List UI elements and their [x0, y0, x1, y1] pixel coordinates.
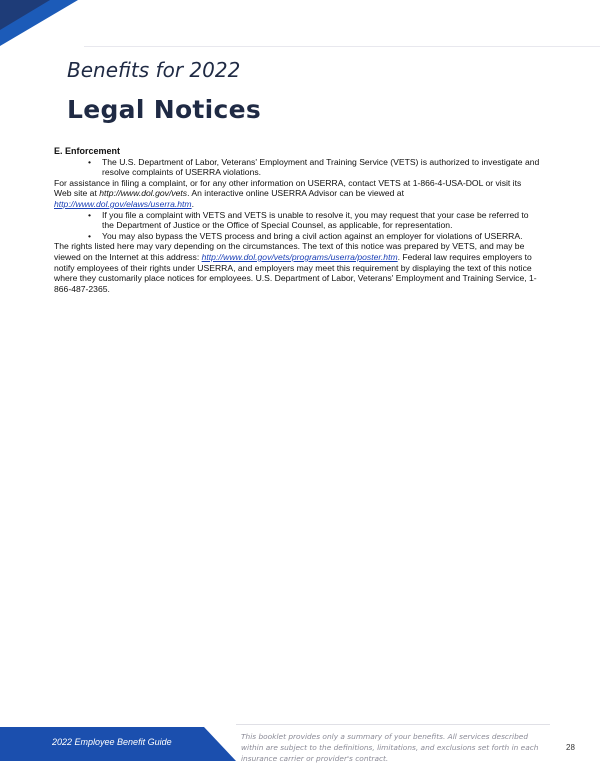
- bullet-text: The U.S. Department of Labor, Veterans' Employment and Training Service (VETS) is authorized to investigate and resolve complaints of USERRA violations.: [102, 156, 540, 178]
- paragraph-text: The rights listed here may vary depending on the circumstances. The text of this notice was prepared by VETS, and may be viewed on the Internet at this address:: [54, 241, 525, 262]
- footer-guide-label: 2022 Employee Benefit Guide: [52, 737, 172, 747]
- page-title: Legal Notices: [67, 95, 262, 124]
- paragraph-text: .: [191, 198, 194, 209]
- bullet-item: [54, 210, 540, 231]
- bullet-text: You may also bypass the VETS process and bring a civil action against an employer for violations of USERRA.: [102, 230, 523, 241]
- section-heading: E. Enforcement: [54, 146, 121, 156]
- bullet-item: [54, 231, 540, 242]
- bullet-icon: •: [88, 156, 92, 167]
- notice-body: [54, 146, 540, 294]
- corner-accent-dark: [0, 0, 50, 30]
- page-subtitle: Benefits for 2022: [67, 58, 241, 82]
- paragraph-rights: [54, 241, 540, 294]
- page-number: 28: [566, 743, 575, 752]
- bullet-icon: •: [88, 230, 92, 241]
- paragraph-text: For assistance in filing a complaint, or for any other information on USERRA, contact VETS at 1-866-4-USA-DOL or visit its Web site at: [54, 177, 522, 199]
- footer-divider: [236, 724, 550, 725]
- footer-disclaimer: This booklet provides only a summary of your benefits. All services described within are subject to the definitions, limitations, and exclusions set forth in each insurance carrier or provider's contract.: [241, 732, 539, 763]
- paragraph-text: . Federal law requires employers to notify employees of their rights under USERRA, and employers may meet this requirement by displaying the text of this notice where they customarily place notices for employees. U.S. Department of Labor, Veterans' Employment and Training Service, 1-866-487-2365.: [54, 251, 537, 294]
- bullet-item: [54, 157, 540, 178]
- userra-advisor-link[interactable]: http://www.dol.gov/elaws/userra.htm: [54, 198, 192, 209]
- bullet-icon: •: [88, 209, 92, 220]
- footer-band-fold: [204, 727, 236, 761]
- paragraph-text: . An interactive online USERRA Advisor can be viewed at: [187, 188, 404, 199]
- paragraph-assistance: [54, 178, 540, 210]
- vets-website-text: http://www.dol.gov/vets: [99, 188, 188, 199]
- userra-poster-link[interactable]: http://www.dol.gov/vets/programs/userra/poster.htm: [201, 251, 398, 262]
- header-divider: [84, 46, 600, 47]
- bullet-text: If you file a complaint with VETS and VETS is unable to resolve it, you may request that your case be referred to the Department of Justice or the Office of Special Counsel, as applicable, for representation.: [102, 209, 529, 231]
